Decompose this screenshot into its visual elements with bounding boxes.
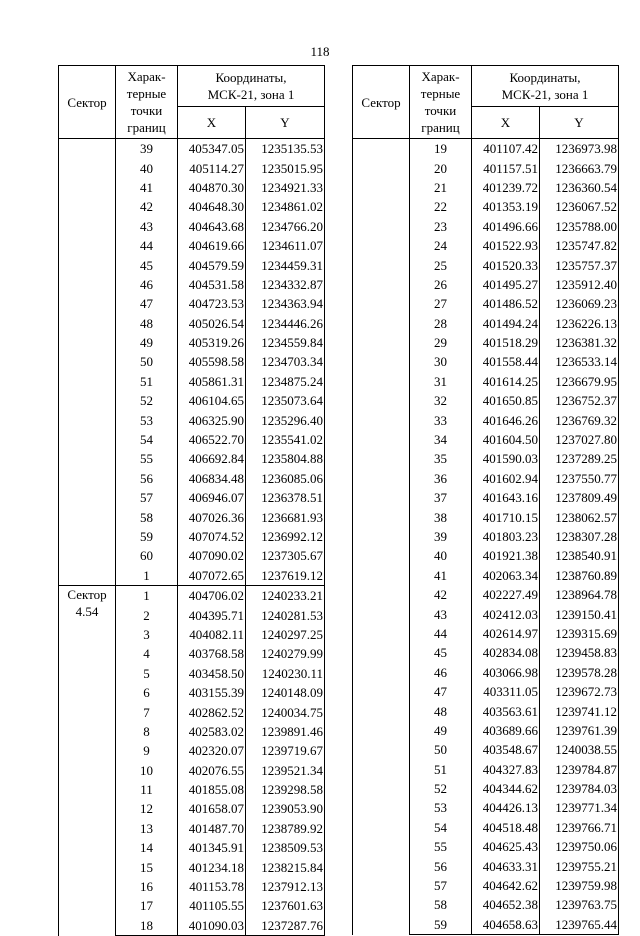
point-number-cell: 41	[116, 178, 178, 197]
header-sector: Сектор	[353, 66, 410, 139]
y-coordinate-cell: 1235073.64	[246, 391, 325, 410]
y-coordinate-cell: 1236679.95	[540, 372, 619, 391]
y-coordinate-cell: 1240230.11	[246, 664, 325, 683]
x-coordinate-cell: 403548.67	[472, 740, 540, 759]
x-coordinate-cell: 401604.50	[472, 430, 540, 449]
point-number-cell: 27	[410, 294, 472, 313]
point-number-cell: 47	[410, 682, 472, 701]
x-coordinate-cell: 401345.91	[178, 838, 246, 857]
x-coordinate-cell: 404579.59	[178, 255, 246, 274]
x-coordinate-cell: 401153.78	[178, 877, 246, 896]
y-coordinate-cell: 1237287.76	[246, 916, 325, 936]
x-coordinate-cell: 406834.48	[178, 469, 246, 488]
point-number-cell: 35	[410, 449, 472, 468]
header-coordinates-line: МСК-21, зона 1	[207, 87, 295, 102]
x-coordinate-cell: 404327.83	[472, 760, 540, 779]
header-points	[410, 66, 472, 139]
x-coordinate-cell: 407072.65	[178, 566, 246, 586]
header-x: X	[472, 107, 540, 139]
header-points-line: точки	[130, 103, 163, 118]
x-coordinate-cell: 404395.71	[178, 605, 246, 624]
x-coordinate-cell: 404643.68	[178, 217, 246, 236]
point-number-cell: 50	[116, 352, 178, 371]
point-number-cell: 53	[116, 410, 178, 429]
x-coordinate-cell: 401486.52	[472, 294, 540, 313]
x-coordinate-cell: 407090.02	[178, 546, 246, 565]
y-coordinate-cell: 1238307.28	[540, 527, 619, 546]
x-coordinate-cell: 404426.13	[472, 798, 540, 817]
y-coordinate-cell: 1237619.12	[246, 566, 325, 586]
y-coordinate-cell: 1238789.92	[246, 819, 325, 838]
y-coordinate-cell: 1239763.75	[540, 895, 619, 914]
point-number-cell: 49	[410, 721, 472, 740]
header-coordinates-line: Координаты,	[509, 70, 581, 85]
y-coordinate-cell: 1236067.52	[540, 197, 619, 216]
x-coordinate-cell: 401157.51	[472, 158, 540, 177]
x-coordinate-cell: 403458.50	[178, 664, 246, 683]
y-coordinate-cell: 1237027.80	[540, 430, 619, 449]
point-number-cell: 34	[410, 430, 472, 449]
y-coordinate-cell: 1236973.98	[540, 139, 619, 159]
header-points-line: Харак-	[421, 69, 460, 84]
x-coordinate-cell: 403768.58	[178, 644, 246, 663]
x-coordinate-cell: 401602.94	[472, 469, 540, 488]
y-coordinate-cell: 1236381.32	[540, 333, 619, 352]
point-number-cell: 22	[410, 197, 472, 216]
point-number-cell: 43	[116, 217, 178, 236]
y-coordinate-cell: 1235135.53	[246, 139, 325, 159]
x-coordinate-cell: 401921.38	[472, 546, 540, 565]
point-number-cell: 4	[116, 644, 178, 663]
x-coordinate-cell: 401614.25	[472, 372, 540, 391]
y-coordinate-cell: 1235757.37	[540, 255, 619, 274]
y-coordinate-cell: 1236752.37	[540, 391, 619, 410]
y-coordinate-cell: 1234459.31	[246, 255, 325, 274]
point-number-cell: 45	[116, 255, 178, 274]
x-coordinate-cell: 401710.15	[472, 507, 540, 526]
point-number-cell: 12	[116, 799, 178, 818]
point-number-cell: 14	[116, 838, 178, 857]
y-coordinate-cell: 1234446.26	[246, 314, 325, 333]
y-coordinate-cell: 1240233.21	[246, 585, 325, 605]
point-number-cell: 6	[116, 683, 178, 702]
y-coordinate-cell: 1237912.13	[246, 877, 325, 896]
x-coordinate-cell: 401353.19	[472, 197, 540, 216]
point-number-cell: 41	[410, 566, 472, 585]
point-number-cell: 52	[410, 779, 472, 798]
point-number-cell: 54	[116, 430, 178, 449]
y-coordinate-cell: 1235788.00	[540, 217, 619, 236]
y-coordinate-cell: 1239784.03	[540, 779, 619, 798]
y-coordinate-cell: 1236085.06	[246, 469, 325, 488]
y-coordinate-cell: 1236533.14	[540, 352, 619, 371]
y-coordinate-cell: 1240297.25	[246, 625, 325, 644]
y-coordinate-cell: 1235747.82	[540, 236, 619, 255]
x-coordinate-cell: 406692.84	[178, 449, 246, 468]
x-coordinate-cell: 402834.08	[472, 643, 540, 662]
point-number-cell: 55	[410, 837, 472, 856]
x-coordinate-cell: 401518.29	[472, 333, 540, 352]
x-coordinate-cell: 401494.24	[472, 314, 540, 333]
x-coordinate-cell: 401496.66	[472, 217, 540, 236]
x-coordinate-cell: 404706.02	[178, 585, 246, 605]
point-number-cell: 40	[116, 158, 178, 177]
x-coordinate-cell: 405861.31	[178, 372, 246, 391]
point-number-cell: 42	[116, 197, 178, 216]
x-coordinate-cell: 404619.66	[178, 236, 246, 255]
y-coordinate-cell: 1234703.34	[246, 352, 325, 371]
point-number-cell: 10	[116, 761, 178, 780]
point-number-cell: 48	[410, 701, 472, 720]
point-number-cell: 51	[116, 372, 178, 391]
header-points-line: Харак-	[127, 69, 166, 84]
point-number-cell: 19	[410, 139, 472, 159]
y-coordinate-cell: 1235804.88	[246, 449, 325, 468]
y-coordinate-cell: 1238964.78	[540, 585, 619, 604]
y-coordinate-cell: 1239458.83	[540, 643, 619, 662]
y-coordinate-cell: 1234363.94	[246, 294, 325, 313]
y-coordinate-cell: 1239719.67	[246, 741, 325, 760]
x-coordinate-cell: 405114.27	[178, 158, 246, 177]
x-coordinate-cell: 401643.16	[472, 488, 540, 507]
point-number-cell: 40	[410, 546, 472, 565]
y-coordinate-cell: 1239761.39	[540, 721, 619, 740]
x-coordinate-cell: 402076.55	[178, 761, 246, 780]
y-coordinate-cell: 1236069.23	[540, 294, 619, 313]
y-coordinate-cell: 1239053.90	[246, 799, 325, 818]
point-number-cell: 42	[410, 585, 472, 604]
x-coordinate-cell: 403066.98	[472, 663, 540, 682]
y-coordinate-cell: 1239672.73	[540, 682, 619, 701]
y-coordinate-cell: 1239521.34	[246, 761, 325, 780]
header-points-line: терные	[420, 86, 461, 101]
x-coordinate-cell: 406946.07	[178, 488, 246, 507]
y-coordinate-cell: 1235296.40	[246, 410, 325, 429]
header-points	[116, 66, 178, 139]
x-coordinate-cell: 401090.03	[178, 916, 246, 936]
x-coordinate-cell: 407074.52	[178, 527, 246, 546]
point-number-cell: 5	[116, 664, 178, 683]
x-coordinate-cell: 404531.58	[178, 275, 246, 294]
y-coordinate-cell: 1235912.40	[540, 275, 619, 294]
y-coordinate-cell: 1235015.95	[246, 158, 325, 177]
y-coordinate-cell: 1239741.12	[540, 701, 619, 720]
x-coordinate-cell: 403689.66	[472, 721, 540, 740]
point-number-cell: 54	[410, 818, 472, 837]
point-number-cell: 55	[116, 449, 178, 468]
x-coordinate-cell: 401803.23	[472, 527, 540, 546]
x-coordinate-cell: 404625.43	[472, 837, 540, 856]
x-coordinate-cell: 403563.61	[472, 701, 540, 720]
x-coordinate-cell: 404344.62	[472, 779, 540, 798]
point-number-cell: 53	[410, 798, 472, 817]
coordinates-table-body	[353, 139, 619, 935]
point-number-cell: 58	[410, 895, 472, 914]
point-number-cell: 57	[410, 876, 472, 895]
sector-label: Сектор	[67, 586, 107, 602]
x-coordinate-cell: 404658.63	[472, 915, 540, 935]
point-number-cell: 1	[116, 566, 178, 586]
point-number-cell: 49	[116, 333, 178, 352]
y-coordinate-cell: 1240038.55	[540, 740, 619, 759]
y-coordinate-cell: 1238509.53	[246, 838, 325, 857]
point-number-cell: 46	[410, 663, 472, 682]
x-coordinate-cell: 401105.55	[178, 896, 246, 915]
y-coordinate-cell: 1234875.24	[246, 372, 325, 391]
y-coordinate-cell: 1237305.67	[246, 546, 325, 565]
y-coordinate-cell: 1239315.69	[540, 624, 619, 643]
x-coordinate-cell: 405026.54	[178, 314, 246, 333]
y-coordinate-cell: 1236226.13	[540, 314, 619, 333]
y-coordinate-cell: 1237550.77	[540, 469, 619, 488]
y-coordinate-cell: 1239750.06	[540, 837, 619, 856]
y-coordinate-cell: 1240279.99	[246, 644, 325, 663]
point-number-cell: 7	[116, 702, 178, 721]
x-coordinate-cell: 401658.07	[178, 799, 246, 818]
y-coordinate-cell: 1239755.21	[540, 856, 619, 875]
header-coordinates	[472, 66, 619, 107]
x-coordinate-cell: 402227.49	[472, 585, 540, 604]
point-number-cell: 48	[116, 314, 178, 333]
y-coordinate-cell: 1236663.79	[540, 158, 619, 177]
point-number-cell: 39	[116, 139, 178, 159]
y-coordinate-cell: 1234861.02	[246, 197, 325, 216]
y-coordinate-cell: 1239298.58	[246, 780, 325, 799]
point-number-cell: 58	[116, 507, 178, 526]
x-coordinate-cell: 403311.05	[472, 682, 540, 701]
header-y: Y	[540, 107, 619, 139]
coordinates-table-body	[59, 139, 325, 936]
x-coordinate-cell: 404518.48	[472, 818, 540, 837]
header-y: Y	[246, 107, 325, 139]
y-coordinate-cell: 1240034.75	[246, 702, 325, 721]
x-coordinate-cell: 401239.72	[472, 178, 540, 197]
y-coordinate-cell: 1237809.49	[540, 488, 619, 507]
sector-label: 4.54	[75, 603, 99, 619]
header-points-line: границ	[127, 120, 166, 135]
point-number-cell: 59	[116, 527, 178, 546]
header-x: X	[178, 107, 246, 139]
point-number-cell: 8	[116, 722, 178, 741]
table-row	[353, 139, 619, 159]
x-coordinate-cell: 401495.27	[472, 275, 540, 294]
y-coordinate-cell: 1238540.91	[540, 546, 619, 565]
point-number-cell: 51	[410, 760, 472, 779]
point-number-cell: 43	[410, 604, 472, 623]
y-coordinate-cell: 1234611.07	[246, 236, 325, 255]
y-coordinate-cell: 1239766.71	[540, 818, 619, 837]
y-coordinate-cell: 1234559.84	[246, 333, 325, 352]
table-row	[59, 139, 325, 159]
point-number-cell: 25	[410, 255, 472, 274]
point-number-cell: 9	[116, 741, 178, 760]
point-number-cell: 11	[116, 780, 178, 799]
x-coordinate-cell: 401487.70	[178, 819, 246, 838]
sector-cell	[353, 139, 410, 935]
coordinates-table-right	[352, 65, 619, 935]
x-coordinate-cell: 405347.05	[178, 139, 246, 159]
x-coordinate-cell: 401522.93	[472, 236, 540, 255]
y-coordinate-cell: 1236992.12	[246, 527, 325, 546]
y-coordinate-cell: 1236360.54	[540, 178, 619, 197]
point-number-cell: 38	[410, 507, 472, 526]
point-number-cell: 36	[410, 469, 472, 488]
y-coordinate-cell: 1239759.98	[540, 876, 619, 895]
point-number-cell: 56	[116, 469, 178, 488]
x-coordinate-cell: 402320.07	[178, 741, 246, 760]
point-number-cell: 47	[116, 294, 178, 313]
y-coordinate-cell: 1239784.87	[540, 760, 619, 779]
coordinates-table-left	[58, 65, 325, 936]
x-coordinate-cell: 402063.34	[472, 566, 540, 585]
y-coordinate-cell: 1236681.93	[246, 507, 325, 526]
x-coordinate-cell: 405319.26	[178, 333, 246, 352]
x-coordinate-cell: 404870.30	[178, 178, 246, 197]
x-coordinate-cell: 401855.08	[178, 780, 246, 799]
x-coordinate-cell: 401558.44	[472, 352, 540, 371]
point-number-cell: 16	[116, 877, 178, 896]
x-coordinate-cell: 401590.03	[472, 449, 540, 468]
y-coordinate-cell: 1235541.02	[246, 430, 325, 449]
point-number-cell: 2	[116, 605, 178, 624]
x-coordinate-cell: 404082.11	[178, 625, 246, 644]
point-number-cell: 37	[410, 488, 472, 507]
y-coordinate-cell: 1239765.44	[540, 915, 619, 935]
x-coordinate-cell: 401650.85	[472, 391, 540, 410]
y-coordinate-cell: 1237289.25	[540, 449, 619, 468]
point-number-cell: 52	[116, 391, 178, 410]
y-coordinate-cell: 1236769.32	[540, 410, 619, 429]
point-number-cell: 15	[116, 857, 178, 876]
point-number-cell: 17	[116, 896, 178, 915]
x-coordinate-cell: 407026.36	[178, 507, 246, 526]
y-coordinate-cell: 1240148.09	[246, 683, 325, 702]
point-number-cell: 39	[410, 527, 472, 546]
point-number-cell: 31	[410, 372, 472, 391]
sector-cell	[59, 139, 116, 586]
header-coordinates-line: МСК-21, зона 1	[501, 87, 589, 102]
x-coordinate-cell: 401234.18	[178, 857, 246, 876]
point-number-cell: 29	[410, 333, 472, 352]
y-coordinate-cell: 1238215.84	[246, 857, 325, 876]
y-coordinate-cell: 1238062.57	[540, 507, 619, 526]
header-sector: Сектор	[59, 66, 116, 139]
x-coordinate-cell: 406325.90	[178, 410, 246, 429]
point-number-cell: 13	[116, 819, 178, 838]
point-number-cell: 44	[410, 624, 472, 643]
y-coordinate-cell: 1236378.51	[246, 488, 325, 507]
y-coordinate-cell: 1234766.20	[246, 217, 325, 236]
point-number-cell: 32	[410, 391, 472, 410]
point-number-cell: 33	[410, 410, 472, 429]
y-coordinate-cell: 1234332.87	[246, 275, 325, 294]
sector-cell	[59, 585, 116, 935]
y-coordinate-cell: 1237601.63	[246, 896, 325, 915]
header-coordinates-line: Координаты,	[215, 70, 287, 85]
page-number: 118	[310, 44, 330, 59]
point-number-cell: 50	[410, 740, 472, 759]
point-number-cell: 28	[410, 314, 472, 333]
table-row	[59, 585, 325, 605]
x-coordinate-cell: 403155.39	[178, 683, 246, 702]
point-number-cell: 21	[410, 178, 472, 197]
header-coordinates	[178, 66, 325, 107]
x-coordinate-cell: 405598.58	[178, 352, 246, 371]
x-coordinate-cell: 406522.70	[178, 430, 246, 449]
point-number-cell: 3	[116, 625, 178, 644]
y-coordinate-cell: 1240281.53	[246, 605, 325, 624]
x-coordinate-cell: 404723.53	[178, 294, 246, 313]
y-coordinate-cell: 1239578.28	[540, 663, 619, 682]
x-coordinate-cell: 404642.62	[472, 876, 540, 895]
x-coordinate-cell: 402614.97	[472, 624, 540, 643]
x-coordinate-cell: 401520.33	[472, 255, 540, 274]
point-number-cell: 23	[410, 217, 472, 236]
header-points-line: границ	[421, 120, 460, 135]
point-number-cell: 45	[410, 643, 472, 662]
header-points-line: терные	[126, 86, 167, 101]
point-number-cell: 20	[410, 158, 472, 177]
y-coordinate-cell: 1234921.33	[246, 178, 325, 197]
x-coordinate-cell: 404648.30	[178, 197, 246, 216]
x-coordinate-cell: 401107.42	[472, 139, 540, 159]
y-coordinate-cell: 1239150.41	[540, 604, 619, 623]
point-number-cell: 46	[116, 275, 178, 294]
point-number-cell: 56	[410, 856, 472, 875]
point-number-cell: 44	[116, 236, 178, 255]
x-coordinate-cell: 402862.52	[178, 702, 246, 721]
header-points-line: точки	[424, 103, 457, 118]
point-number-cell: 1	[116, 585, 178, 605]
y-coordinate-cell: 1239891.46	[246, 722, 325, 741]
point-number-cell: 24	[410, 236, 472, 255]
point-number-cell: 26	[410, 275, 472, 294]
point-number-cell: 57	[116, 488, 178, 507]
point-number-cell: 30	[410, 352, 472, 371]
x-coordinate-cell: 401646.26	[472, 410, 540, 429]
y-coordinate-cell: 1238760.89	[540, 566, 619, 585]
point-number-cell: 59	[410, 915, 472, 935]
x-coordinate-cell: 402412.03	[472, 604, 540, 623]
x-coordinate-cell: 402583.02	[178, 722, 246, 741]
x-coordinate-cell: 406104.65	[178, 391, 246, 410]
point-number-cell: 18	[116, 916, 178, 936]
x-coordinate-cell: 404633.31	[472, 856, 540, 875]
y-coordinate-cell: 1239771.34	[540, 798, 619, 817]
point-number-cell: 60	[116, 546, 178, 565]
x-coordinate-cell: 404652.38	[472, 895, 540, 914]
